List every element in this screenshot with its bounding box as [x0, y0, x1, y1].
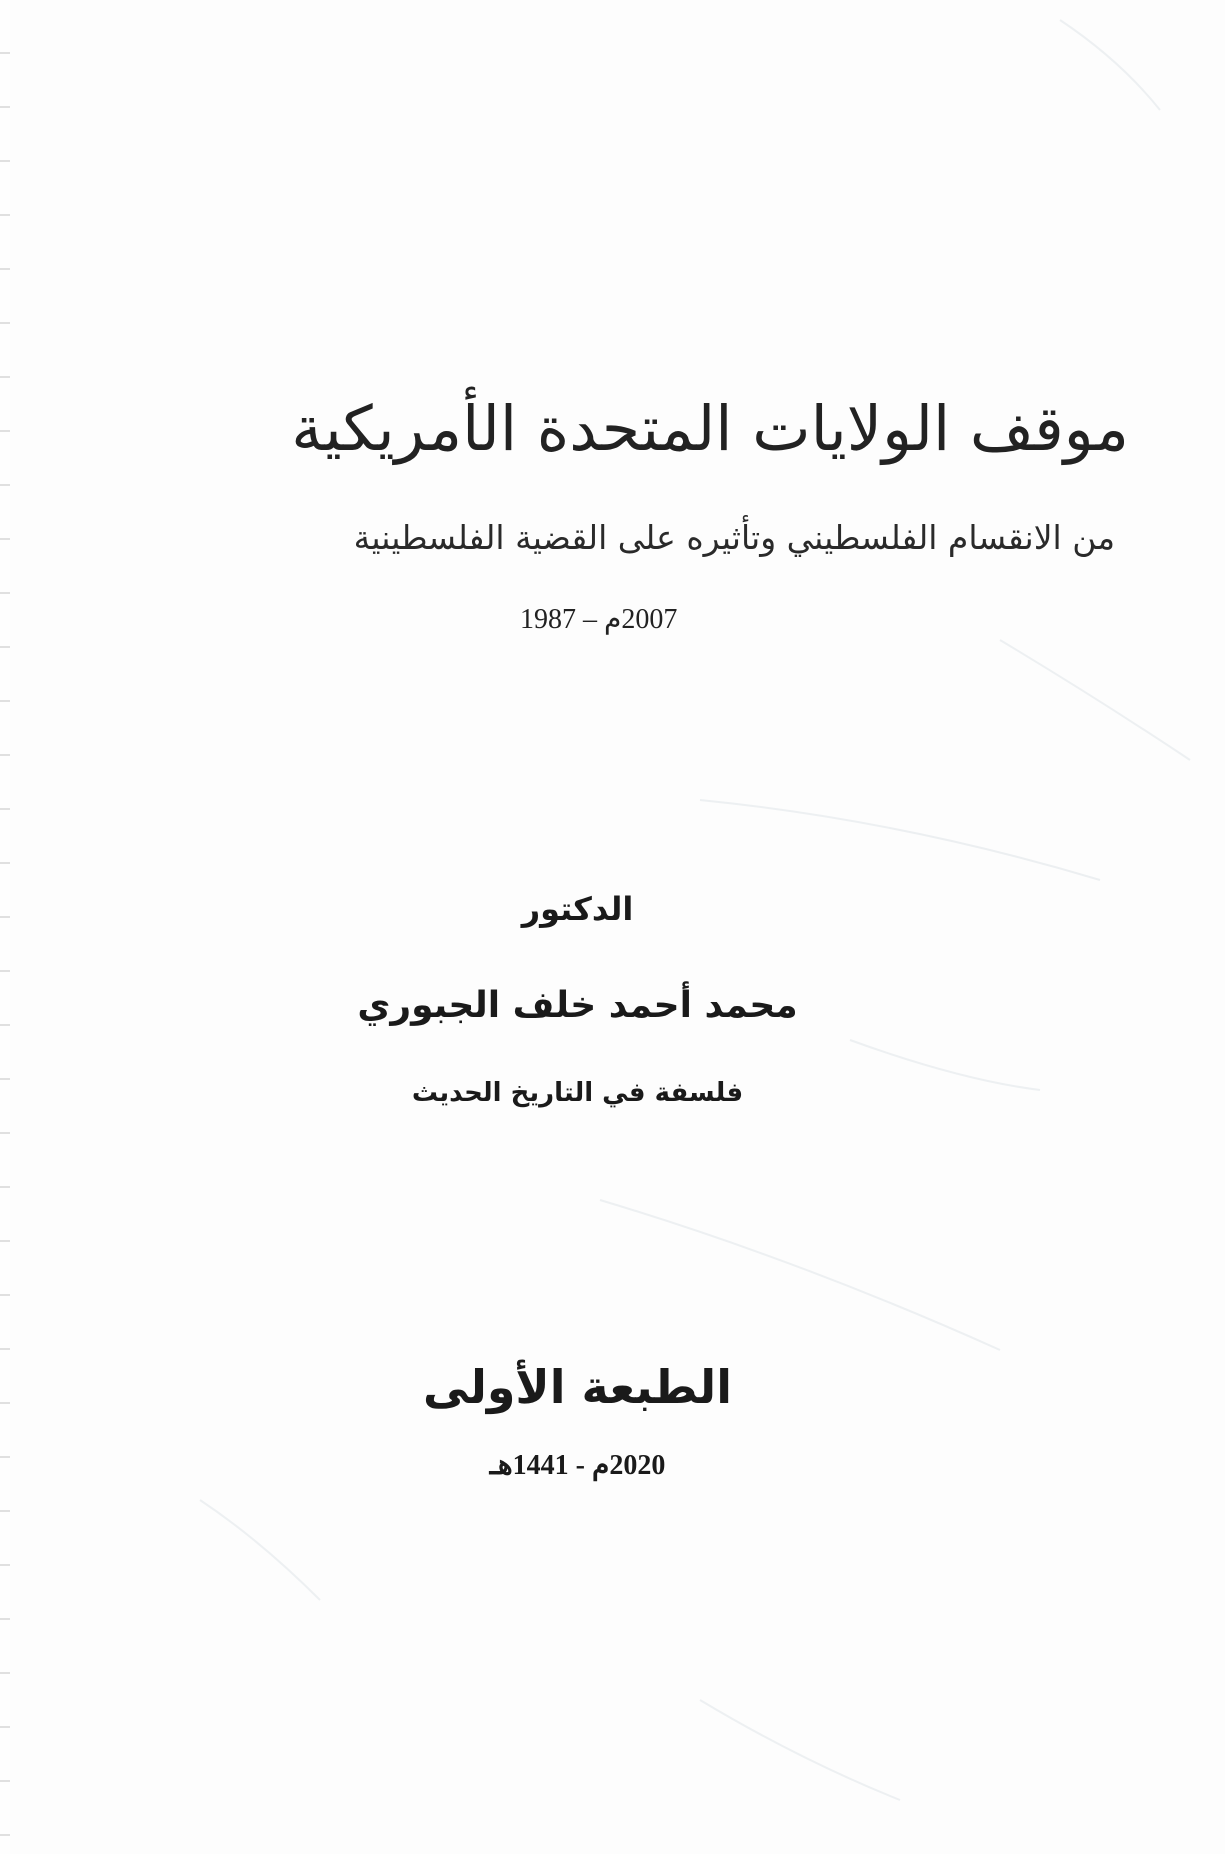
publication-date-hijri: 1441هـ — [489, 1450, 569, 1481]
year-separator: – — [583, 604, 597, 635]
book-title: موقف الولايات المتحدة الأمريكية — [291, 392, 1129, 465]
publication-date — [0, 1448, 1225, 1482]
year-start: 1987 — [520, 604, 576, 635]
author-title-label: الدكتور — [521, 890, 634, 928]
year-end: 2007م — [604, 604, 678, 635]
publication-date-separator: - — [575, 1450, 585, 1481]
author-name: محمد أحمد خلف الجبوري — [357, 985, 798, 1026]
edition-label: الطبعة الأولى — [423, 1360, 732, 1414]
book-subtitle: من الانقسام الفلسطيني وتأثيره على القضية الفلسطينية — [353, 518, 1115, 557]
publication-date-gregorian: 2020م — [591, 1450, 666, 1481]
author-degree: فلسفة في التاريخ الحديث — [411, 1078, 744, 1108]
year-range — [520, 602, 677, 636]
